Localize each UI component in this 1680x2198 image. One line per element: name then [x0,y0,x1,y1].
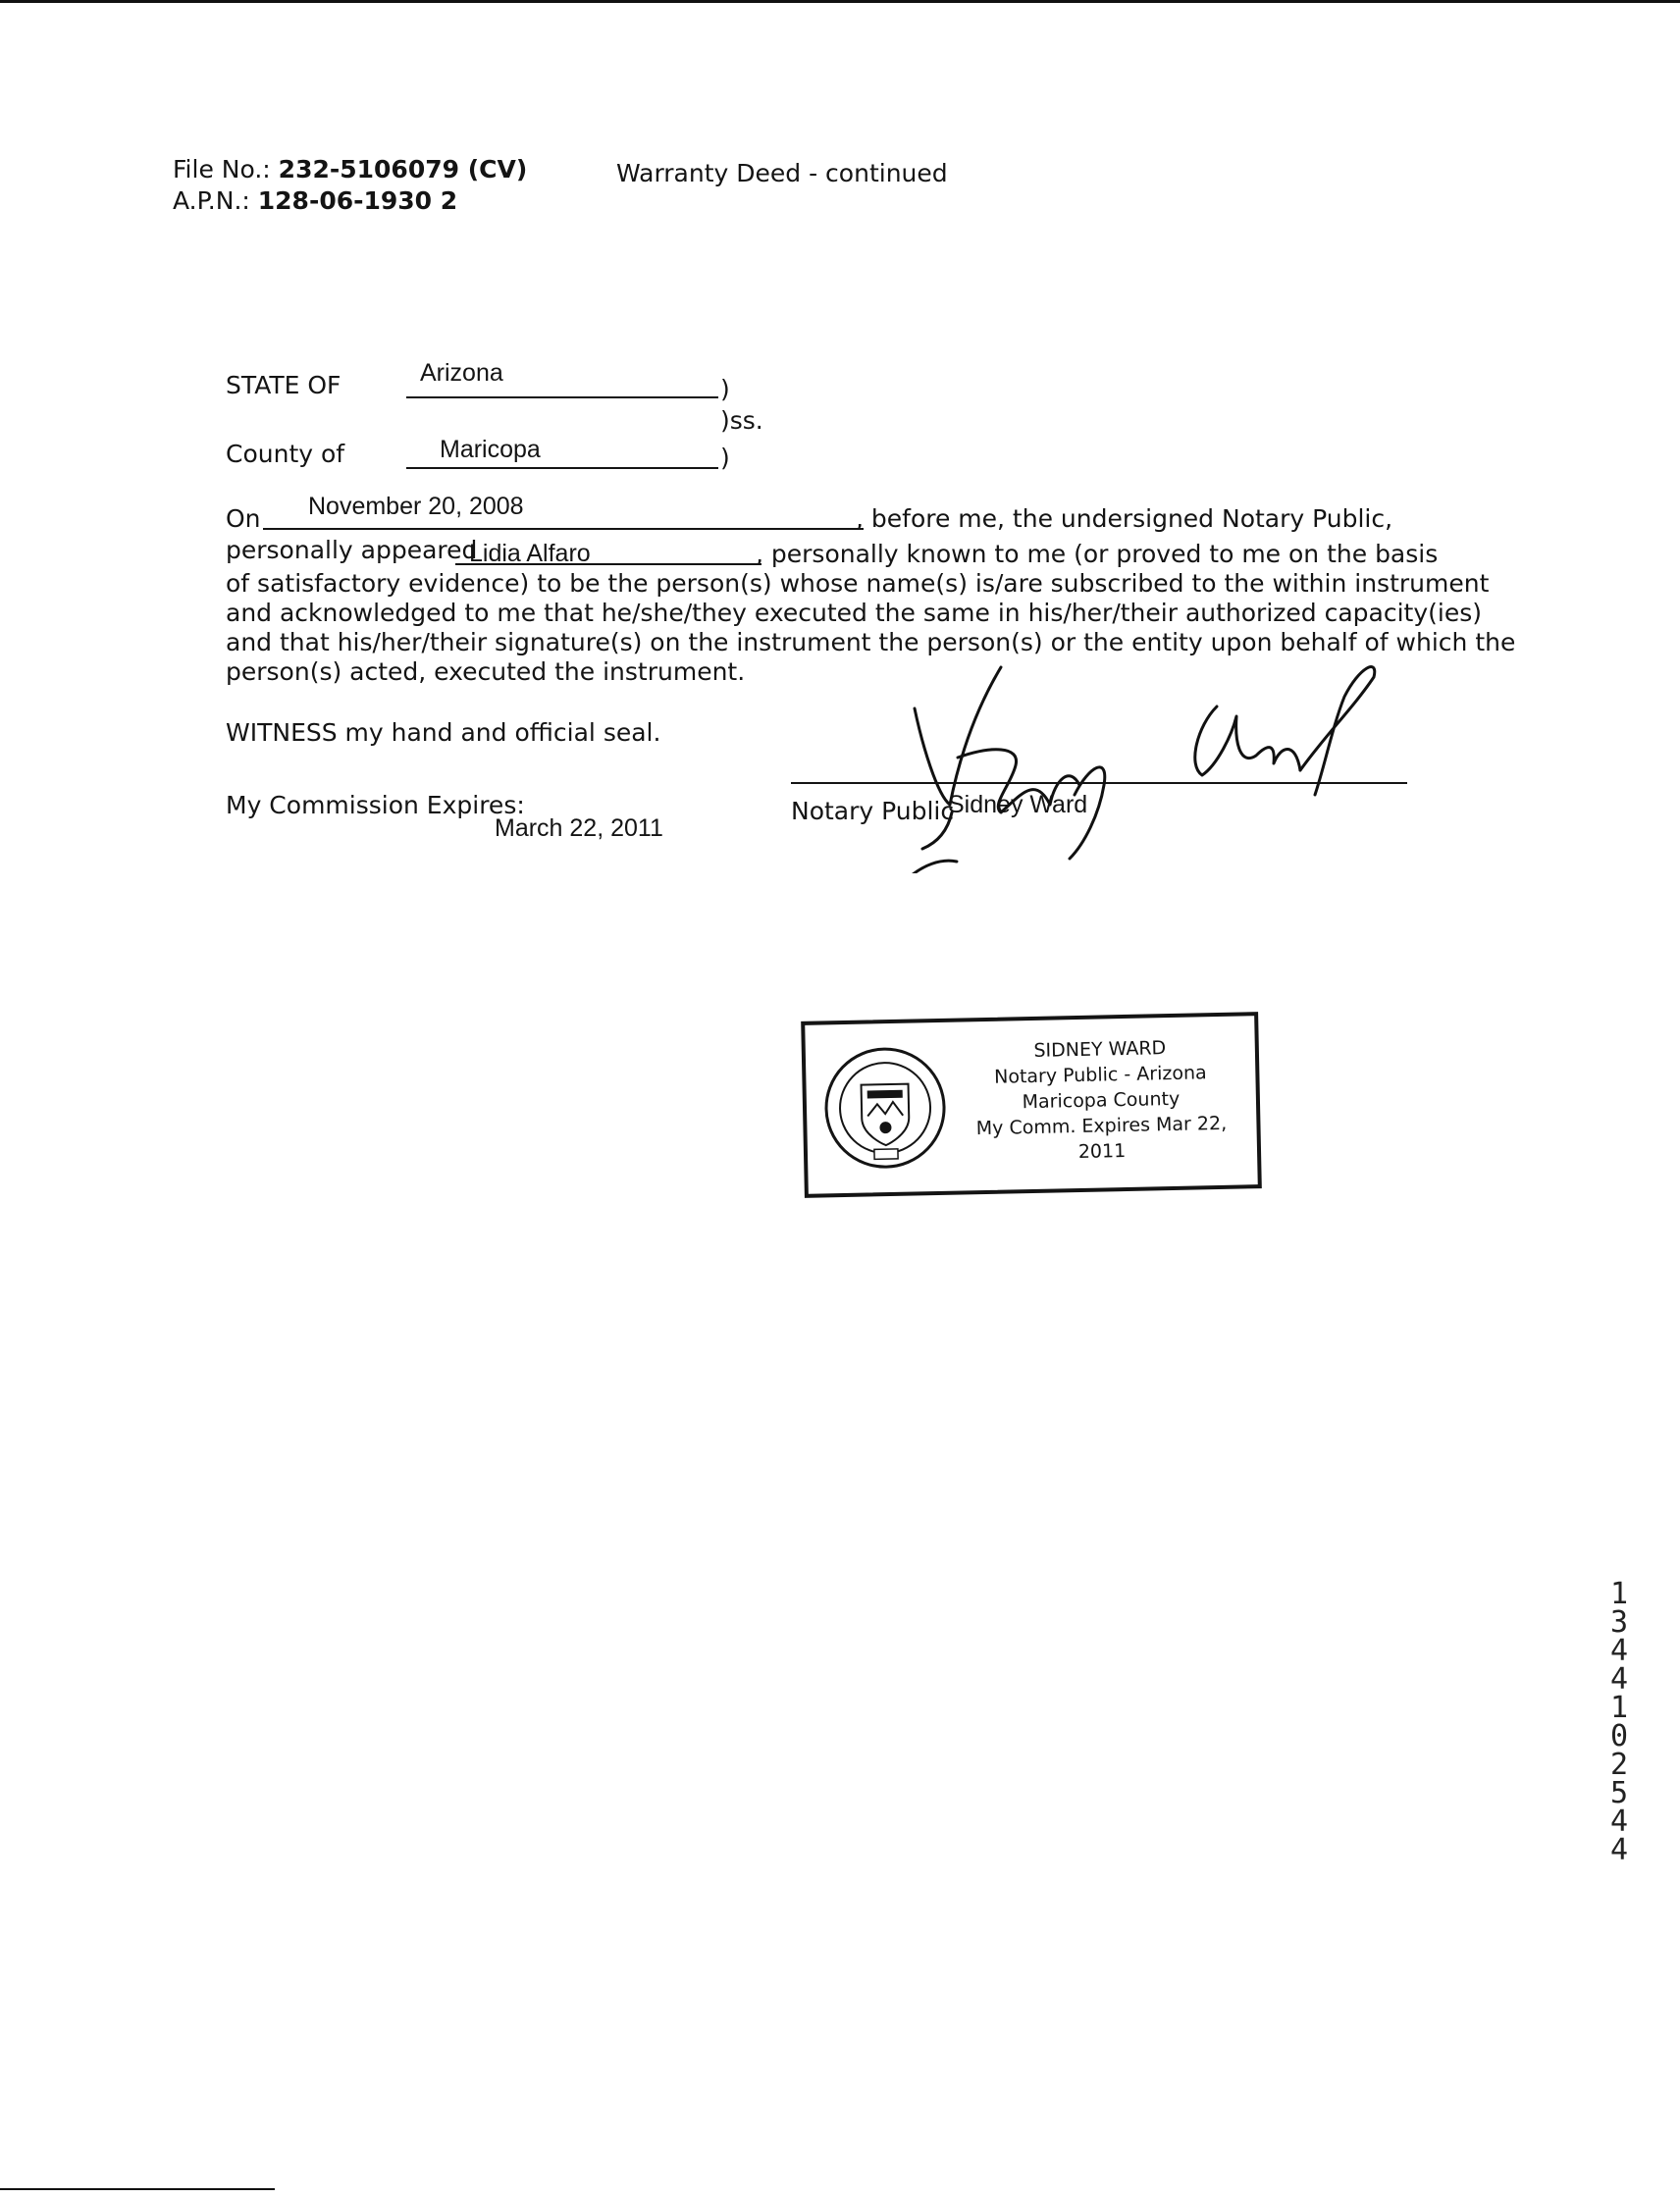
apn-label: A.P.N.: [173,186,250,215]
ss-mark: )ss. [720,406,763,435]
side-recording-number [1607,1577,1631,1867]
file-no [173,155,527,183]
stamp-name: SIDNEY WARD [1033,1037,1167,1062]
commission-date: March 22, 2011 [495,814,663,842]
scan-bottom-edge [0,2188,275,2190]
great-seal-arizona-icon [821,1044,950,1173]
scan-top-edge [0,0,1680,3]
side-digit: 4 [1609,1662,1629,1697]
commission-label: My Commission Expires: [226,791,525,819]
state-label: STATE OF [226,371,341,399]
side-digit: 4 [1609,1634,1629,1668]
on-label: On [226,504,261,533]
apn [173,186,457,215]
ack-line6: person(s) acted, executed the instrument. [226,657,746,686]
ack-date: November 20, 2008 [308,493,524,520]
notary-name: Sidney Ward [948,791,1088,818]
state-underline [406,396,718,398]
county-value: Maricopa [440,436,541,463]
ack-line2-suffix: , personally known to me (or proved to me on the basis [756,540,1439,568]
notary-label: Notary Public [791,797,955,825]
file-no-value: 232-5106079 (CV) [278,155,528,183]
stamp-title: Notary Public - Arizona [993,1062,1207,1088]
stamp-text [953,1033,1250,1167]
stamp-county: Maricopa County [1022,1087,1181,1114]
name-underline [455,563,761,565]
state-value: Arizona [420,359,503,387]
ack-line1-suffix: , before me, the undersigned Notary Public, [856,504,1393,533]
stamp-expires: My Comm. Expires Mar 22, 2011 [975,1112,1228,1164]
appeared-name: Lidia Alfaro [469,540,591,567]
ack-line2-prefix: personally appeared [226,536,478,564]
notary-stamp [801,1012,1262,1198]
side-digit: 0 [1609,1719,1629,1753]
apn-value: 128-06-1930 2 [257,186,458,215]
side-digit: 1 [1609,1691,1629,1725]
side-digit: 1 [1609,1577,1629,1611]
side-digit: 5 [1609,1776,1629,1810]
date-underline [263,528,864,530]
county-paren: ) [720,444,730,472]
side-digit: 4 [1609,1805,1629,1839]
document-title: Warranty Deed - continued [616,159,948,187]
ack-line4: and acknowledged to me that he/she/they executed the same in his/her/their authorized capacity(ies) [226,599,1482,627]
side-digit: 2 [1609,1748,1629,1782]
state-paren: ) [720,375,730,403]
ack-line3: of satisfactory evidence) to be the person(s) whose name(s) is/are subscribed to the within instrument [226,569,1490,598]
side-digit: 3 [1609,1605,1629,1640]
witness-line: WITNESS my hand and official seal. [226,718,661,747]
notary-signature-icon [864,648,1413,873]
county-label: County of [226,440,345,468]
ack-line5: and that his/her/their signature(s) on the instrument the person(s) or the entity upon behalf of which the [226,628,1516,656]
county-underline [406,467,718,469]
side-digit: 4 [1609,1833,1629,1867]
file-no-label: File No.: [173,155,271,183]
